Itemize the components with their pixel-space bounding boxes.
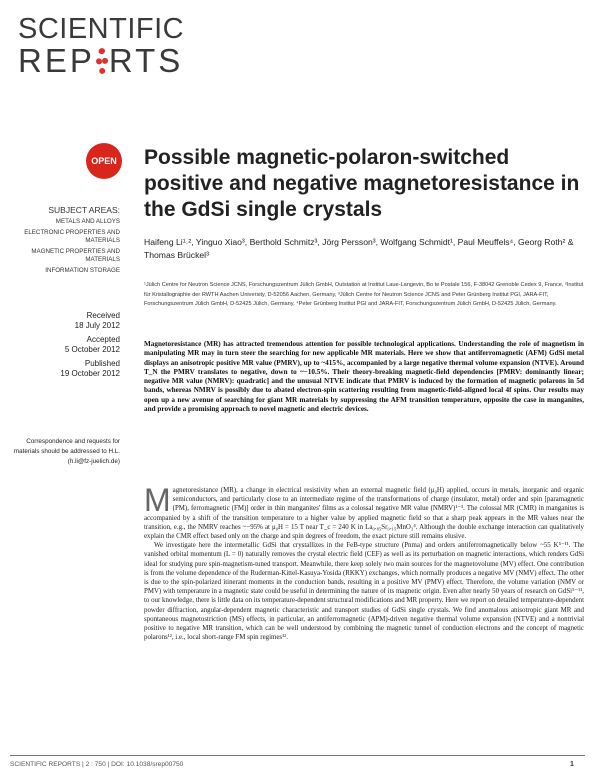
page-number: 1 — [570, 761, 574, 768]
footer-divider — [10, 755, 585, 756]
published-label: Published — [84, 359, 120, 368]
affiliations: ¹Jülich Centre for Neutron Science JCNS, Forschungszentrum Jülich GmbH, Outstation at Institut Laue-Langevin, Bo te Postale 156, F-38042 Grenoble Cedex 9, France, ²Institut für Kristallographie der RWTH Aachen University, D-52056 Aachen, Germany, ³Jülich Centre for Neutron Science JCNS and Peter Grünberg Institut PGI, JARA-FIT, Forschungszentrum Jülich GmbH, D-52425 Jülich, Germany, ⁴Peter Grünberg Institut PGI and JARA-FIT, Forschungszentrum Jülich GmbH, D-52425 Jülich, Germany. — [144, 282, 584, 308]
open-access-badge: OPEN — [86, 143, 122, 179]
correspondence-note: Correspondence and requests for materials should be addressed to H.L. (h.li@fz-juelich.de) — [13, 438, 120, 465]
subject-area-link[interactable]: METALS AND ALLOYS — [55, 218, 120, 225]
subject-areas-list — [10, 218, 120, 278]
published-date: 19 October 2012 — [60, 369, 120, 378]
body-paragraph-2: We investigate here the intermetallic GdSi that crystallizes in the FeB-type structure (Pnma) and orders antiferromagnetically below ~55 K⁵⁻¹¹. The vanished orbital momentum (L = 0) naturally removes the crystal electric field (CEF) as well as its perturbation on magnetic interactions, which renders GdSi ideal for studying pure spin-magnetism-tuned transport. Meanwhile, there keep solely two main sources for the magnetovolume (MV) effect. One contribution is from the volume dependence of the Ruderman-Kittel-Kasuya-Yosida (RKKY) exchanges, which normally produces a negative MV (NMV) effect. The other is due to the spin-polarized itinerant moments in the conduction bands, resulting in a positive MV (PMV) effect. Therefore, the volume variation (NMV or PMV) with temperature in a magnetic state could be useful in determining the nature of its magnetic origin. Even after nearly 50 years of research on GdSi⁵⁻¹¹, to our knowledge, there is little data on its temperature-dependent structural modifications and MR property. Here we report on detailed temperature-dependent powder diffraction, angular-dependent magnetic characteristic and transport studies of GdSi single crystals. We find anomalous anisotropic giant MR and spontaneous magnetostriction (MS) effects, in particular, an antiferromagnetic (APM)-driven negative thermal volume expansion (NTVE) and a nontrivial positive to negative MR transition, which can be well understood by combining the magnetic tunnel of conduction electrons and the concept of magnetic polarons¹², i.e., local short-range FM spin regimes¹². — [144, 542, 584, 642]
drop-cap: M — [144, 482, 171, 518]
logo-reports — [18, 42, 184, 79]
logo-reports-post: RTS — [108, 42, 184, 79]
abstract: Magnetoresistance (MR) has attracted tremendous attention for possible technological applications. Understanding the role of magnetism in manipulating MR may in turn steer the searching for new applicable MR materials. Here we show that antiferromagnetic (AFM) GdSi metal displays an anisotropic positive MR value (PMRV), up to ~415%, accompanied by a large negative thermal volume expansion (NTVE). Around T_N the PMRV translates to negative, down to ~−10.5%. Their theory-breaking magnetic-field dependencies [PMRV: dominantly linear; negative MR value (NMRV): quadratic] and the unusual NTVE indicate that PMRV is induced by the formation of magnetic polarons in 5d bands, whereas NMRV is possibly due to abated electron-spin scattering resulting from magnetic-field-aligned local 4f spins. Our results may open up a new avenue of searching for giant MR materials by suppressing the AFM transition temperature, opposite the case in manganites, and provide a promising approach to novel magnetic and electric devices. — [144, 340, 584, 414]
footer-citation: SCIENTIFIC REPORTS | 2 : 750 | DOI: 10.1038/srep00750 — [10, 761, 184, 768]
journal-logo — [18, 13, 185, 79]
logo-scientific: SCIENTIFIC — [18, 13, 185, 45]
subject-areas-title: SUBJECT AREAS: — [48, 205, 120, 215]
accepted-label: Accepted — [86, 335, 120, 344]
received-label: Received — [86, 311, 120, 320]
article-body — [144, 482, 584, 642]
author-list: Haifeng Li¹˒², Yinguo Xiao³, Berthold Schmitz³, Jörg Persson³, Wolfgang Schmidt¹, Paul Meuffels⁴, Georg Roth² & Thomas Brückel³ — [144, 237, 574, 260]
logo-reports-pre: REP — [18, 42, 95, 79]
subject-area-link[interactable]: ELECTRONIC PROPERTIES AND MATERIALS — [24, 229, 120, 244]
subject-area-link[interactable]: MAGNETIC PROPERTIES AND MATERIALS — [31, 248, 120, 263]
body-paragraph-1: agnetoresistance (MR), a change in electrical resistivity when an external magnetic field (μ₀H) applied, occurs in metals, inorganic and organic semiconductors, and particularly close to an intermediate regime of the transformations of charge (insulator, metal) order and spin [paramagnetic (PM), ferromagnetic (FM)] order in thin manganites' films as a colossal negative MR value (NMRV)¹⁻³. The colossal MR (CMR) in manganites is accompanied by a shift of the transition temperature to a higher value by applied magnetic field so that a sharp peak appears in the MR values near the transition, e.g., the NMRV reaches ~−95% at μ₀H = 15 T near T_c = 240 K in La₀.₈₅Sr₀.₁₅MnO₃⁴. Although the double exchange interaction can qualitatively explain the CMR effect based only on the charge and spin degrees of freedom, the exact picture still remains elusive. — [144, 487, 584, 541]
received-date: 18 July 2012 — [74, 321, 120, 330]
gear-o-icon — [96, 48, 108, 74]
publication-dates — [10, 311, 120, 383]
subject-area-link[interactable]: INFORMATION STORAGE — [45, 267, 120, 274]
accepted-date: 5 October 2012 — [64, 345, 120, 354]
article-title: Possible magnetic-polaron-switched positive and negative magnetoresistance in the GdSi single crystals — [144, 146, 580, 221]
